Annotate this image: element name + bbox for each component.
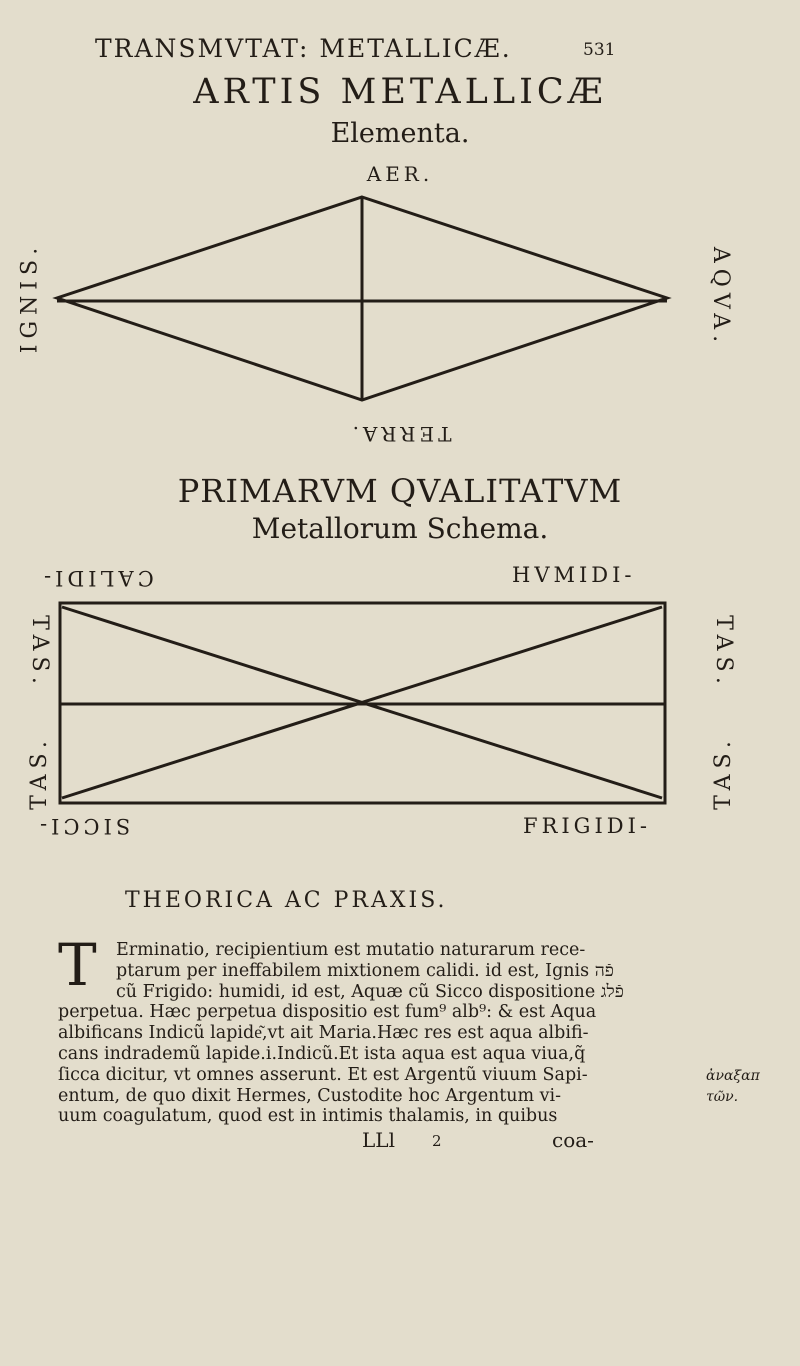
margin-note-greek-end: τῶν. (706, 1089, 739, 1105)
side-label-right-top: TAS. (710, 615, 736, 690)
body-line: cans indrademũ lapide.i.Indicũ.Et ista aqua est aqua viua,q̃ (58, 1043, 586, 1064)
side-label-left-bottom: TAS. (26, 735, 52, 810)
body-line: entum, de quo dixit Hermes, Custodite hoc Argentum vi- (58, 1085, 562, 1106)
body-line: albificans Indicũ lapide͂,vt ait Maria.Hæc res est aqua albifi- (58, 1023, 589, 1044)
page-title: ARTIS METALLICÆ (193, 72, 607, 112)
schema-title: PRIMARVM QVALITATVM (177, 472, 623, 510)
margin-note-greek: ἀναξαπ (706, 1068, 760, 1084)
signature-number: 2 (432, 1132, 442, 1150)
body-line: uum coagulatum, quod est in intimis thalamis, in quibus (58, 1106, 558, 1127)
corner-label-bottom-left: SICCI- (36, 814, 131, 838)
signature-mark: LLl (362, 1128, 395, 1152)
diagram1-label-right: AQVA. (708, 246, 734, 349)
section-heading: THEORICA AC PRAXIS. (125, 888, 448, 913)
body-line: perpetua. Hæc perpetua dispositio est fum⁹ alb⁹: & est Aqua (58, 1002, 597, 1023)
body-line: Erminatio, recipientium est mutatio naturarum rece- (116, 940, 586, 960)
body-paragraph (58, 940, 708, 1127)
catchword: coa- (552, 1128, 594, 1152)
corner-label-top-right: HVMIDI- (512, 563, 636, 587)
page-subtitle: Elementa. (330, 118, 470, 149)
side-label-left-top: TAS. (26, 615, 52, 690)
body-line: ſicca dicitur, vt omnes asserunt. Et est Argentũ viuum Sapi- (58, 1064, 588, 1085)
qualities-diagram (60, 603, 665, 803)
side-label-right-bottom: TAS. (710, 735, 736, 810)
corner-label-top-left: CALIDI- (40, 566, 154, 590)
running-head: TRANSMVTAT: METALLICÆ. (95, 34, 512, 63)
diagram1-label-top: AER. (366, 162, 434, 186)
drop-cap: T (58, 931, 97, 999)
diagram1-label-left: IGNIS. (17, 241, 43, 354)
diagram1-label-bottom: TERRA. (348, 422, 452, 446)
body-line: cũ Frigido: humidi, id est, Aquæ cũ Sicco dispositione פֿלג (116, 981, 624, 1002)
body-line: ptarum per ineffabilem mixtionem calidi. id est, Ignis פֿה (116, 960, 614, 981)
schema-subtitle: Metallorum Schema. (251, 512, 549, 545)
corner-label-bottom-right: FRIGIDI- (523, 814, 651, 838)
folio-number: 531 (583, 40, 616, 60)
